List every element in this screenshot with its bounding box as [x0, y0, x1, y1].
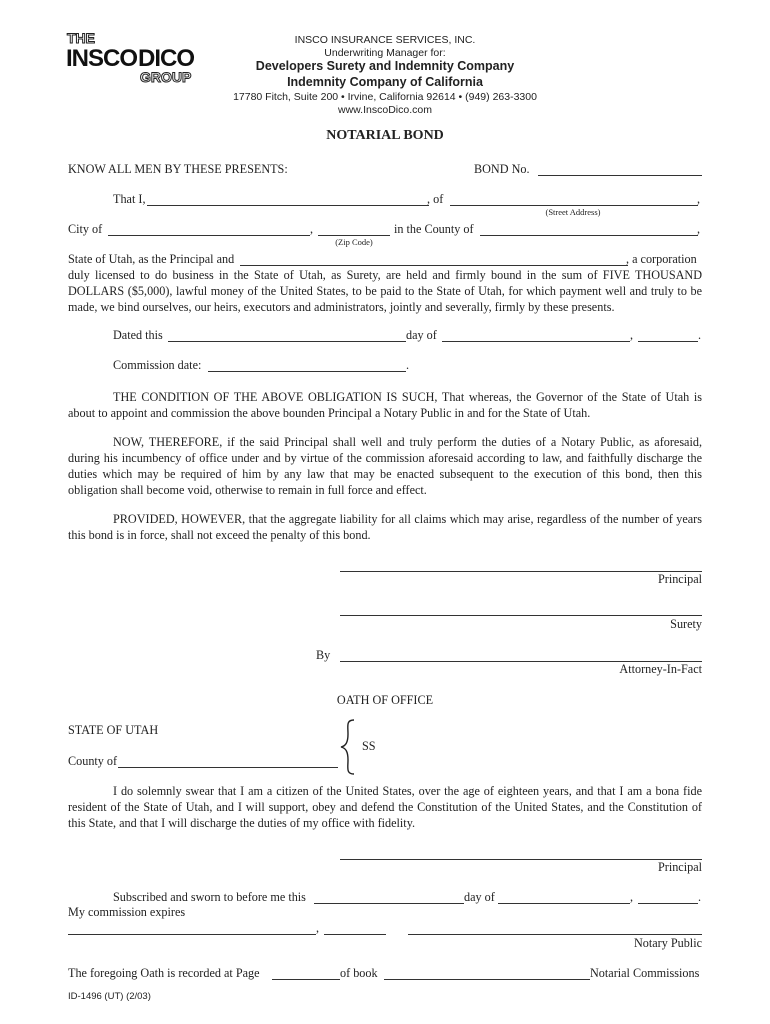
header-surety-2: Indemnity Company of California: [287, 75, 483, 89]
logo-group: GROUP: [140, 69, 192, 85]
logo-insco: INSCO: [66, 45, 138, 72]
period-1: .: [698, 328, 702, 342]
of-label: , of: [427, 192, 444, 206]
commission-expires-year-field[interactable]: [324, 934, 386, 935]
foregoing-label: The foregoing Oath is recorded at Page: [68, 966, 260, 980]
comma-1: ,: [697, 192, 701, 206]
comma-3: ,: [697, 222, 701, 236]
day-of-label-1: day of: [406, 328, 437, 342]
commission-expires-field[interactable]: [68, 934, 316, 935]
of-book-label: of book: [340, 966, 378, 980]
know-all-men: KNOW ALL MEN BY THESE PRESENTS:: [68, 162, 288, 176]
subscribed-month-field[interactable]: [498, 903, 630, 904]
page-field[interactable]: [272, 979, 340, 980]
principal-name-field[interactable]: [147, 205, 429, 206]
comma-2: ,: [310, 222, 314, 236]
notarial-commissions-label: Notarial Commissions: [590, 966, 700, 980]
by-label: By: [316, 648, 331, 662]
dated-month-field[interactable]: [442, 341, 630, 342]
street-address-field[interactable]: [450, 205, 698, 206]
principal-label-2: Principal: [657, 860, 702, 874]
surety-company-field[interactable]: [240, 265, 628, 266]
county-field[interactable]: [480, 235, 698, 236]
comma-5: ,: [630, 890, 634, 904]
header-underwriting: Underwriting Manager for:: [324, 47, 446, 59]
commission-date-field[interactable]: [208, 371, 406, 372]
header-company: INSCO INSURANCE SERVICES, INC.: [294, 34, 476, 46]
oath-paragraph: I do solemnly swear that I am a citizen of the United States, over the age of eighteen years, and that I am a bona fide resident of the State of Utah, and I will support, obey and defend the Constitution of the United States, and the Constitution of this State, and that I will discharge the duties of my office with fidelity.: [68, 784, 702, 830]
header-address: 17780 Fitch, Suite 200 • Irvine, California 92614 • (949) 263-3300: [233, 91, 537, 103]
logo-dico: DICO: [138, 45, 194, 72]
brace-icon: [338, 718, 358, 776]
comma-6: ,: [316, 921, 320, 935]
that-i-label: That I,: [113, 192, 146, 206]
street-address-caption: (Street Address): [545, 207, 601, 217]
in-county-label: in the County of: [394, 222, 474, 236]
notary-signature-line[interactable]: [408, 934, 702, 935]
surety-label: Surety: [670, 617, 702, 631]
insco-dico-logo: [66, 30, 208, 86]
dated-year-field[interactable]: [638, 341, 698, 342]
zip-code-caption: (Zip Code): [335, 237, 373, 247]
subscribed-day-field[interactable]: [314, 903, 464, 904]
oath-title: OATH OF OFFICE: [336, 693, 434, 707]
ss-label: SS: [362, 739, 376, 753]
principal-label-1: Principal: [657, 572, 702, 586]
surety-signature-line[interactable]: [340, 615, 702, 616]
day-of-label-2: day of: [464, 890, 495, 904]
dated-this-label: Dated this: [113, 328, 163, 342]
state-of-utah-label: STATE OF UTAH: [68, 723, 159, 737]
state-principal-label: State of Utah, as the Principal and: [68, 252, 235, 266]
bond-no-field[interactable]: [538, 175, 702, 176]
city-of-label: City of: [68, 222, 103, 236]
document-title: NOTARIAL BOND: [326, 128, 444, 143]
bond-no-label: BOND No.: [474, 162, 530, 176]
period-3: .: [698, 890, 702, 904]
subscribed-year-field[interactable]: [638, 903, 698, 904]
header-website: www.InscoDico.com: [338, 104, 432, 116]
surety-paragraph: duly licensed to do business in the State of Utah, as Surety, are held and firmly bound in the sum of FIVE THOUSAND DOLLARS ($5,000), lawful money of the United States, to be paid to the State of Utah, for which payment well and truly to be made, we bind ourselves, our heirs, executors and administrators, jointly and severally, firmly by these presents.: [68, 268, 702, 314]
subscribed-label: Subscribed and sworn to before me this: [113, 890, 306, 904]
oath-county-field[interactable]: [118, 767, 338, 768]
attorney-label: Attorney-In-Fact: [619, 662, 702, 676]
county-of-label: County of: [68, 754, 118, 768]
provided-paragraph: PROVIDED, HOWEVER, that the aggregate liability for all claims which may arise, regardless of the number of years this bond is in force, shall not exceed the penalty of this bond.: [68, 512, 702, 542]
form-id: ID-1496 (UT) (2/03): [68, 991, 151, 1002]
header-surety-1: Developers Surety and Indemnity Company: [255, 59, 515, 73]
logo-the: THE: [67, 30, 95, 46]
notary-public-label: Notary Public: [633, 936, 702, 950]
city-field[interactable]: [108, 235, 310, 236]
zip-code-field[interactable]: [318, 235, 390, 236]
commission-date-label: Commission date:: [113, 358, 202, 372]
comma-4: ,: [630, 328, 634, 342]
condition-paragraph: THE CONDITION OF THE ABOVE OBLIGATION IS SUCH, That whereas, the Governor of the State of Utah is about to appoint and commission the above bounden Principal a Notary Public in and for the State of Utah.: [68, 390, 702, 420]
dated-day-field[interactable]: [168, 341, 406, 342]
my-commission-label: My commission expires: [68, 905, 186, 919]
now-therefore-paragraph: NOW, THEREFORE, if the said Principal shall well and truly perform the duties of a Notary Public, as aforesaid, during his incumbency of office under and by virtue of the commission aforesaid according to law, and faithfully discharge the duties which may be required of him by any law that may be enacted subsequent to the execution of this bond, then this obligation shall become void, otherwise to remain in full force and effect.: [68, 435, 702, 497]
period-2: .: [406, 358, 410, 372]
book-field[interactable]: [384, 979, 590, 980]
corporation-label: , a corporation: [626, 252, 697, 266]
